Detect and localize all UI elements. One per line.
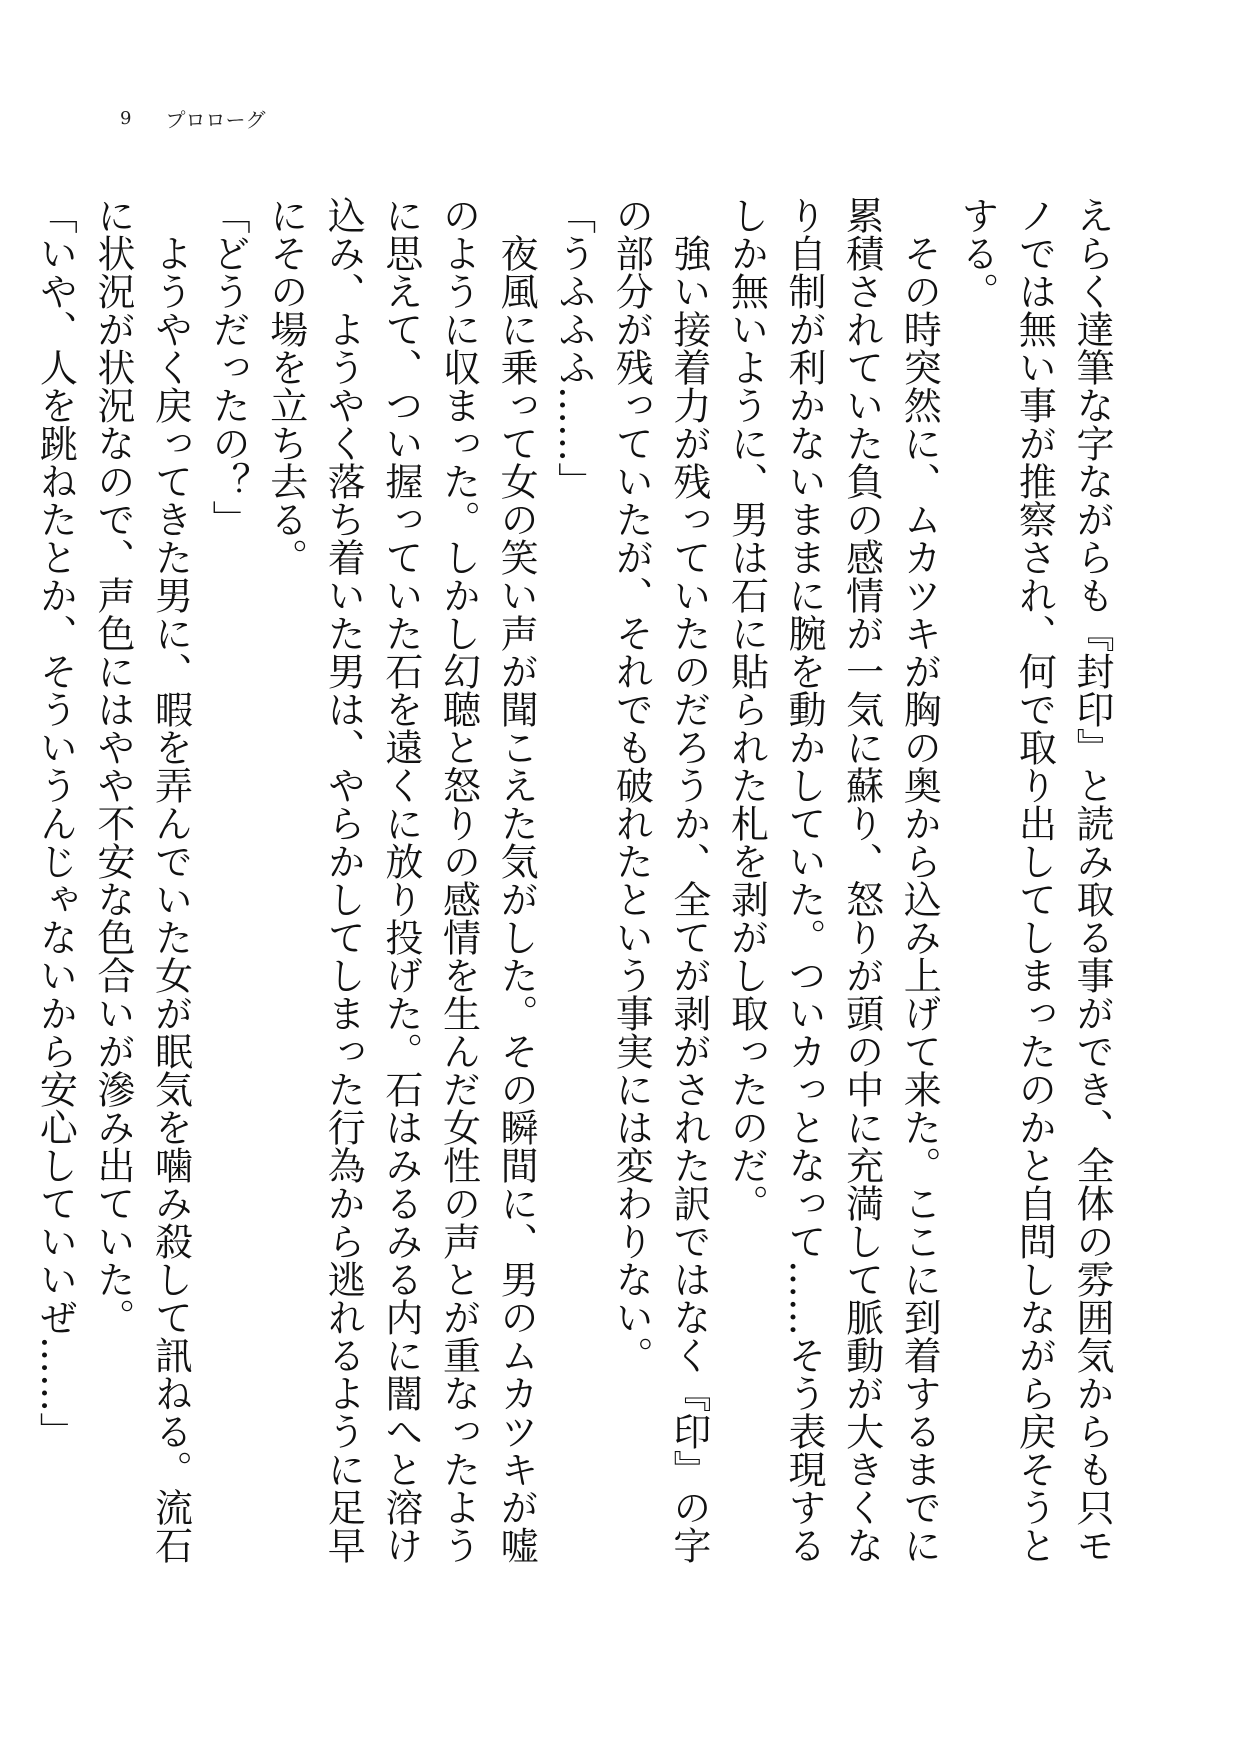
running-header (120, 100, 265, 136)
vertical-text-body (33, 196, 1120, 1596)
dialogue-line: 「いや、人を跳ねたとか、そういうんじゃないから安心していいぜ……」 (33, 196, 78, 1450)
paragraph: えらく達筆な字ながらも『封印』と読み取る事ができ、全体の雰囲気からも只モノでは無い事が推察され、何で取り出してしまったのかと自問しながら戻そうとする。 (954, 196, 1114, 1564)
paragraph: ようやく戻ってきた男に、暇を弄んでいた女が眠気を噛み殺して訊ねる。流石に状況が状況なので、声色にはやや不安な色合いが滲み出ていた。 (90, 196, 193, 1564)
dialogue-line: 「どうだったの？」 (206, 196, 251, 538)
paragraph: 夜風に乗って女の笑い声が聞こえた気がした。その瞬間に、男のムカツキが嘘のように収まった。しかし幻聴と怒りの感情を生んだ女性の声とが重なったように思えて、つい握っていた石を遠くに放り投げた。石はみるみる内に闇へと溶け込み、ようやく落ち着いた男は、やらかしてしまった行為から逃れるように足早にその場を立ち去る。 (263, 196, 539, 1564)
page-number: 9 (120, 107, 132, 129)
paragraph: 強い接着力が残っていたのだろうか、全てが剥がされた訳ではなく『印』の字の部分が残っていたが、それでも破れたという事実には変わりない。 (609, 196, 711, 1564)
paragraph: その時突然に、ムカツキが胸の奥から込み上げて来た。ここに到着するまでに累積されていた負の感情が一気に蘇り、怒りが頭の中に充満して脈動が大きくなり自制が利かないままに腕を動かしていた。ついカっとなって……そう表現するしか無いように、男は石に貼られた札を剥がし取ったのだ。 (724, 196, 942, 1564)
dialogue-line: 「うふふふ……」 (551, 196, 596, 500)
chapter-title: プロローグ (165, 107, 266, 132)
